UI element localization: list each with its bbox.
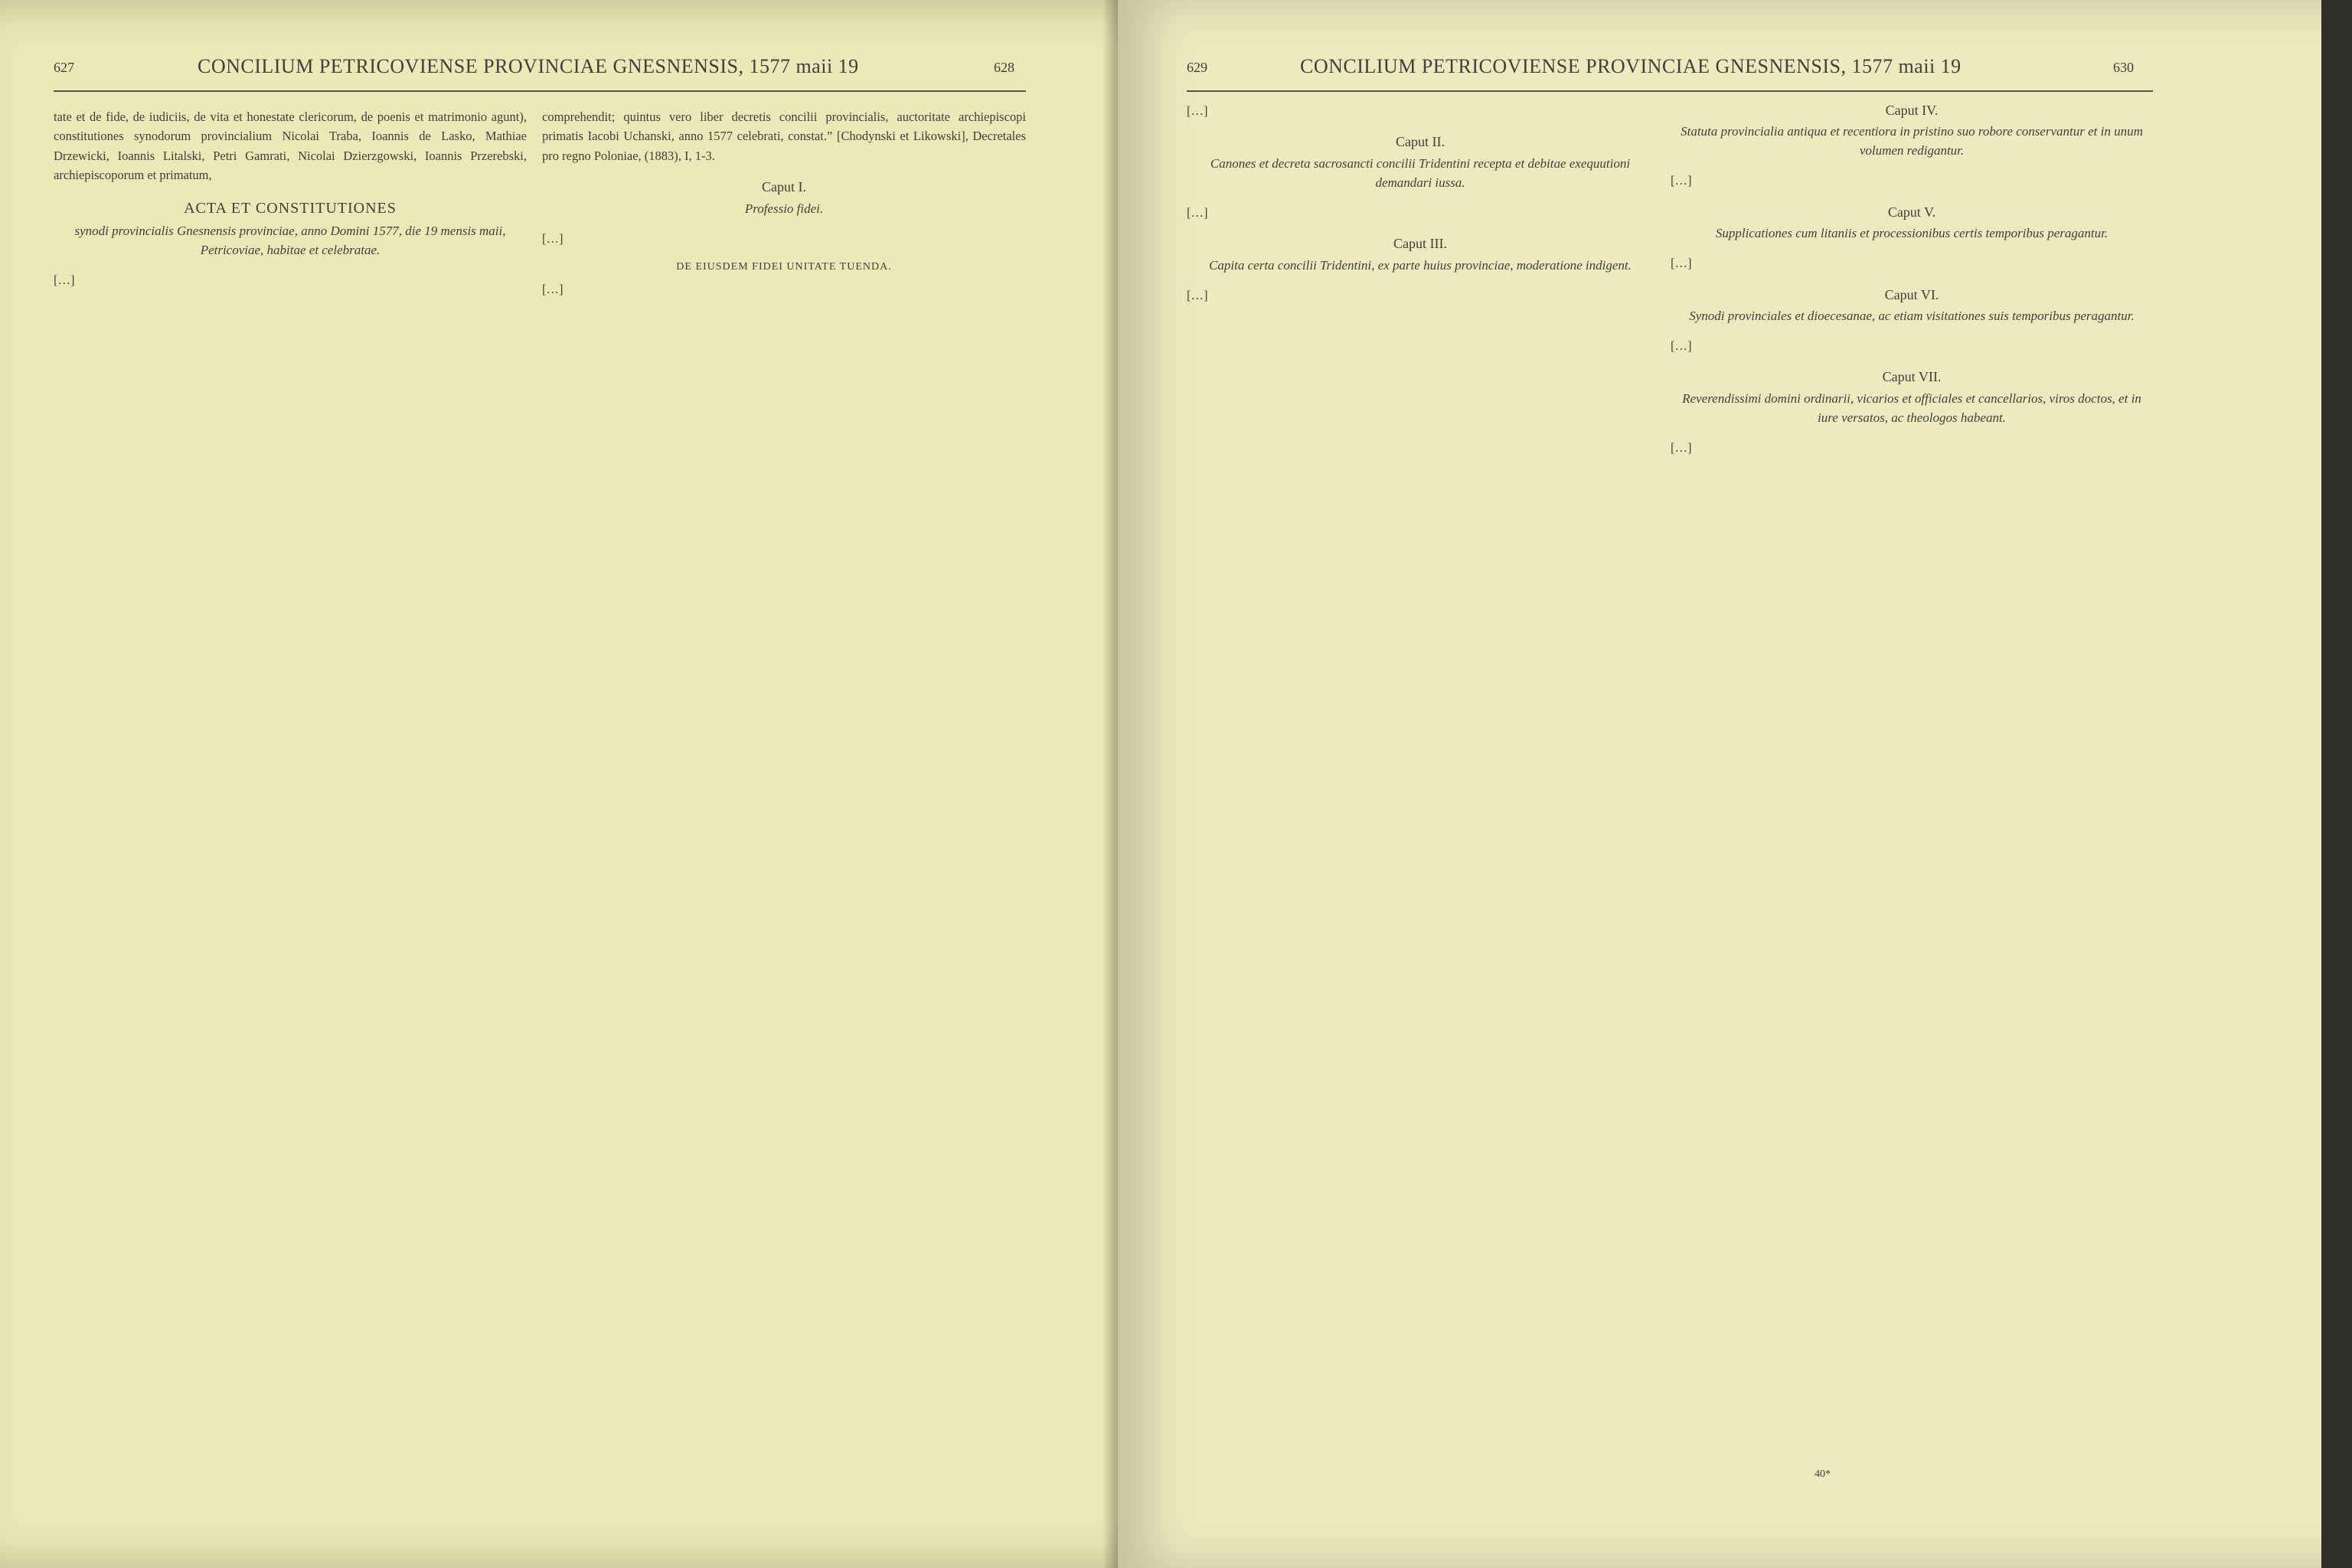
acta-subtitle: synodi provincialis Gnesnensis provinciae, anno Domini 1577, die 19 mensis maii, Petricoviae, habitae et celebratae. [74, 224, 506, 258]
caput-4-heading: Caput IV. [1885, 103, 1939, 118]
signature-mark: 40* [1815, 1468, 1831, 1480]
right-column-2 [1671, 101, 2153, 466]
caput-2-text: […] [1187, 204, 1208, 220]
caput-6-heading: Caput VI. [1884, 286, 1939, 302]
caput-5-text: […] [1671, 256, 1692, 271]
continuation-text: […] [1187, 103, 1208, 118]
caput-6-text: […] [1671, 338, 1692, 354]
caput-3-title: Capita certa concilii Tridentini, ex parte huius provinciae, moderatione indigent. [1209, 257, 1632, 273]
acta-title: ACTA ET CONSTITUTIONES [184, 199, 397, 217]
page-number-630: 630 [2113, 60, 2134, 75]
caput-1-section-2-text: […] [542, 282, 564, 297]
caput-3-text: […] [1187, 287, 1208, 302]
caput-6-title: Synodi provinciales et dioecesanae, ac etiam visitationes suis temporibus peragantur. [1689, 309, 2135, 324]
left-column-2 [542, 107, 1026, 309]
intro-text: tate et de fide, de iudiciis, de vita et honestate clericorum, de poenis et matrimonio agunt), constitutiones synodorum provincialium Nicolai Traba, Ioannis de Lasko, Mathiae Drzewicki, Ioannis Litalski, Petri Gamrati, Nicolai Dzierzgowski, Ioannis Przerebski, archiepiscoporum et primatum, [54, 109, 527, 183]
caput-4-text: […] [1671, 173, 1692, 188]
caput-2-heading: Caput II. [1396, 134, 1445, 150]
invocation-text: […] [54, 273, 75, 288]
header-rule-left [54, 90, 1026, 92]
caput-1-heading: Caput I. [762, 179, 806, 195]
background-right-edge [2321, 0, 2352, 1568]
page-number-628: 628 [994, 60, 1014, 75]
caput-2-title: Canones et decreta sacrosancti concilii Tridentini recepta et debitae exequutioni demandari iussa. [1210, 155, 1631, 190]
running-header-right: CONCILIUM PETRICOVIENSE PROVINCIAE GNESNENSIS, 1577 maii 19 [1300, 55, 1962, 77]
header-rule-right [1187, 90, 2153, 92]
caput-1-title: Professio fidei. [744, 201, 824, 216]
caput-3-heading: Caput III. [1393, 236, 1447, 252]
bibliography-note: comprehendit; quintus vero liber decretis concilii provincialis, auctoritate archiepiscopi primatis Iacobi Uchanski, anno 1577 celebrati, constat.” [Chodynski et Likowski], Decretales pro regno Poloniae, (1883), I, 1-3. [542, 109, 1026, 163]
caput-5-title: Supplicationes cum litaniis et processionibus certis temporibus peragantur. [1715, 226, 2109, 241]
right-page [1118, 0, 2352, 1568]
page-number-629: 629 [1187, 60, 1207, 75]
caput-7-heading: Caput VII. [1882, 369, 1942, 385]
running-header-left: CONCILIUM PETRICOVIENSE PROVINCIAE GNESNENSIS, 1577 maii 19 [198, 55, 859, 77]
caput-7-title: Reverendissimi domini ordinarii, vicarios et officiales et cancellarios, viros doctos, et in iure versatos, ac theologos habeant. [1682, 390, 2141, 425]
caput-1-text: […] [542, 230, 564, 246]
page-number-627: 627 [54, 60, 74, 75]
caput-5-heading: Caput V. [1887, 204, 1936, 220]
left-column-1 [54, 107, 527, 299]
de-eiusdem-heading: DE EIUSDEM FIDEI UNITATE TUENDA. [676, 261, 892, 273]
right-column-1 [1187, 101, 1654, 314]
caput-4-title: Statuta provincialia antiqua et recentiora in pristino suo robore conservantur et in unum volumen redigantur. [1681, 124, 2143, 158]
caput-7-text: […] [1671, 439, 1692, 455]
